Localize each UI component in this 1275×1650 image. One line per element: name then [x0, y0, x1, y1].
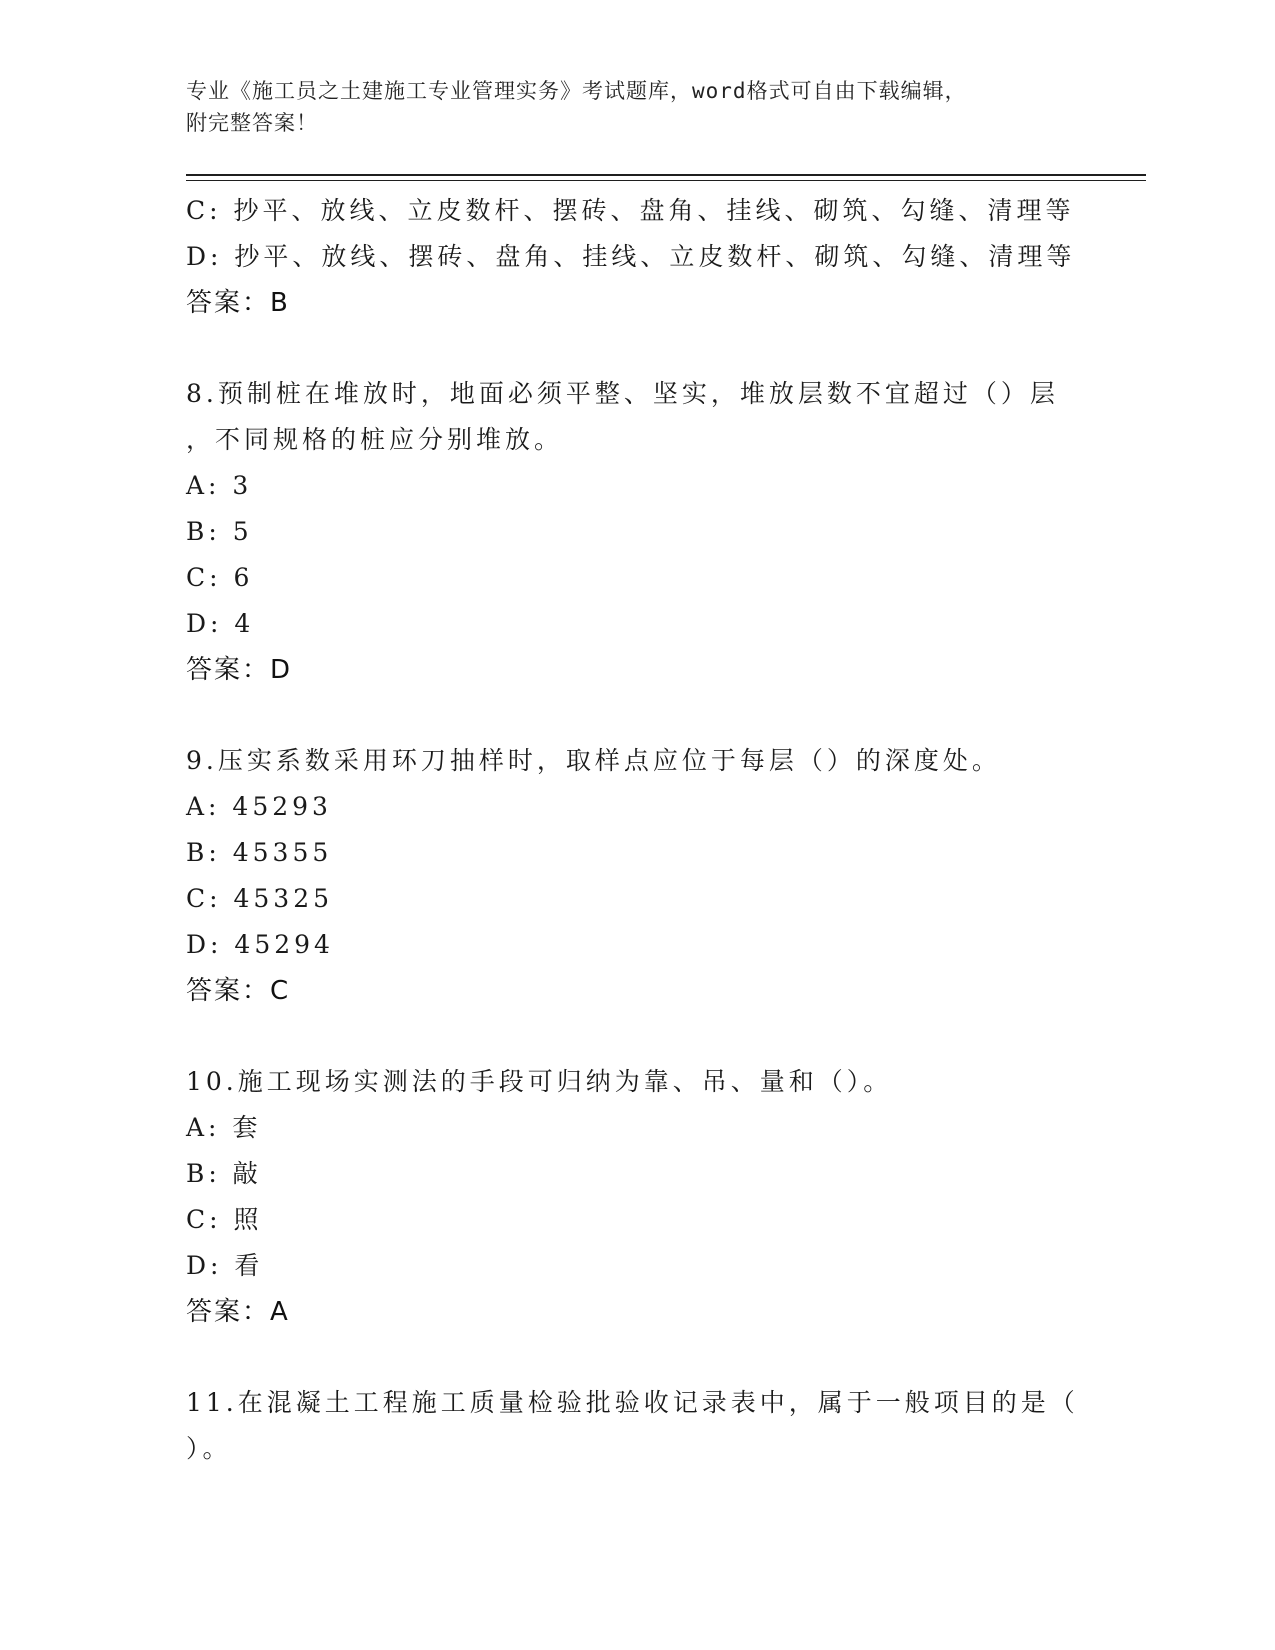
spacer: [186, 693, 1146, 738]
option-c: C: 45325: [186, 884, 334, 913]
header-line-2: 附完整答案！: [186, 111, 318, 135]
option-d: D: 看: [186, 1251, 264, 1280]
option-c: C: 6: [186, 563, 254, 592]
option-a: A: 3: [186, 471, 253, 500]
question-7-tail: [186, 188, 1146, 326]
question-stem-continued: ，不同规格的桩应分别堆放。: [186, 425, 564, 454]
spacer: [186, 326, 1146, 371]
question-stem-continued: ）。: [186, 1434, 232, 1463]
header-line-1: 专业《施工员之土建施工专业管理实务》考试题库，word格式可自由下载编辑，: [186, 79, 967, 103]
question-10: [186, 1059, 1146, 1335]
question-stem: 10.施工现场实测法的手段可归纳为靠、吊、量和（）。: [186, 1067, 893, 1096]
option-d: D: 45294: [186, 930, 334, 959]
question-11: [186, 1380, 1146, 1472]
question-stem: 9.压实系数采用环刀抽样时，取样点应位于每层（）的深度处。: [186, 746, 1001, 775]
question-9: [186, 738, 1146, 1014]
question-8: [186, 371, 1146, 693]
answer-line: 答案：D: [186, 655, 293, 685]
document-header: [186, 75, 1066, 139]
option-d: D: 4: [186, 609, 255, 638]
option-a: A: 套: [186, 1113, 262, 1142]
question-list: [186, 188, 1146, 1472]
answer-line: 答案：B: [186, 288, 290, 318]
option-b: B: 45355: [186, 838, 333, 867]
question-stem: 8.预制桩在堆放时，地面必须平整、坚实，堆放层数不宜超过（）层: [186, 379, 1059, 408]
spacer: [186, 1335, 1146, 1380]
header-divider-thick: [186, 174, 1146, 176]
option-b: B: 5: [186, 517, 253, 546]
option-d: D: 抄平、放线、摆砖、盘角、挂线、立皮数杆、砌筑、勾缝、清理等: [186, 242, 1076, 271]
header-divider-thin: [186, 180, 1146, 181]
answer-line: 答案：A: [186, 1297, 290, 1327]
option-b: B: 敲: [186, 1159, 262, 1188]
option-a: A: 45293: [186, 792, 332, 821]
question-stem: 11.在混凝土工程施工质量检验批验收记录表中，属于一般项目的是（: [186, 1388, 1079, 1417]
spacer: [186, 1014, 1146, 1059]
option-c: C: 照: [186, 1205, 263, 1234]
answer-line: 答案：C: [186, 976, 291, 1006]
option-c: C: 抄平、放线、立皮数杆、摆砖、盘角、挂线、砌筑、勾缝、清理等: [186, 196, 1075, 225]
